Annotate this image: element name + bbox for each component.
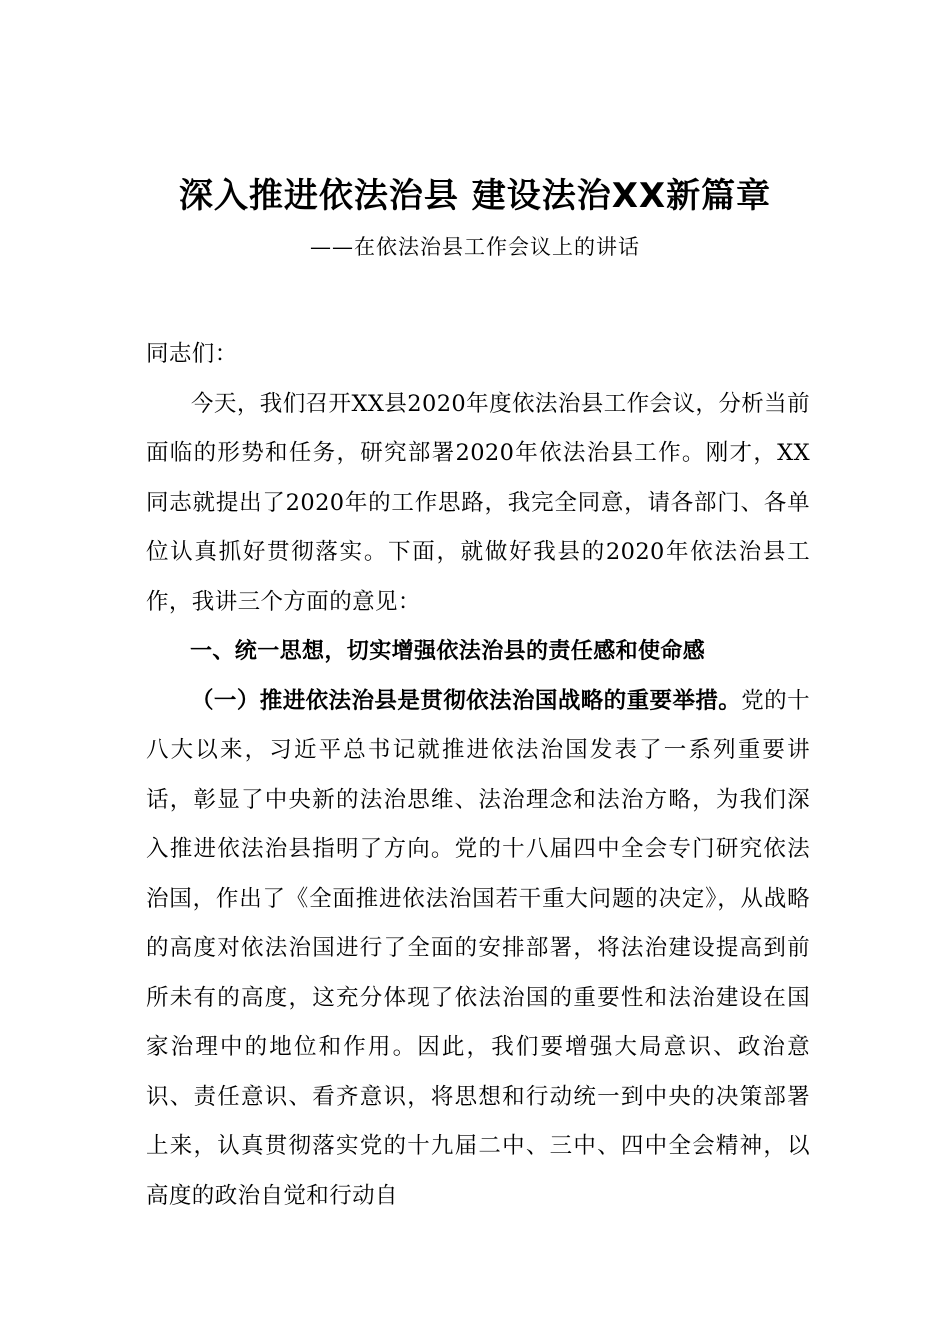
opening-paragraph: 今天，我们召开XX县2020年度依法治县工作会议，分析当前面临的形势和任务，研究部署2020年依法治县工作。刚才，XX同志就提出了2020年的工作思路，我完全同意，请各部门、各单位认真抓好贯彻落实。下面，就做好我县的2020年依法治县工作，我讲三个方面的意见：	[146, 390, 810, 615]
document-body	[146, 330, 810, 1221]
salutation: 同志们：	[146, 341, 238, 367]
document-subtitle: ——在依法治县工作会议上的讲话	[310, 235, 640, 259]
section-heading: 一、统一思想，切实增强依法治县的责任感和使命感	[190, 639, 706, 664]
subsection-text: 党的十八大以来，习近平总书记就推进依法治国发表了一系列重要讲话，彰显了中央新的法治思维、法治理念和法治方略，为我们深入推进依法治县指明了方向。党的十八届四中全会专门研究依法治国，作出了《全面推进依法治国若干重大问题的决定》，从战略的高度对依法治国进行了全面的安排部署，将法治建设提高到前所未有的高度，这充分体现了依法治国的重要性和法治建设在国家治理中的地位和作用。因此，我们要增强大局意识、政治意识、责任意识、看齐意识，将思想和行动统一到中央的决策部署上来，认真贯彻落实党的十九届二中、三中、四中全会精神，以高度的政治自觉和行动自	[146, 687, 811, 1209]
document-title: 深入推进依法治县 建设法治XX新篇章	[178, 176, 772, 216]
section-paragraph	[146, 677, 810, 1222]
subsection-lead: （一）推进依法治县是贯彻依法治国战略的重要举措。	[191, 687, 742, 714]
